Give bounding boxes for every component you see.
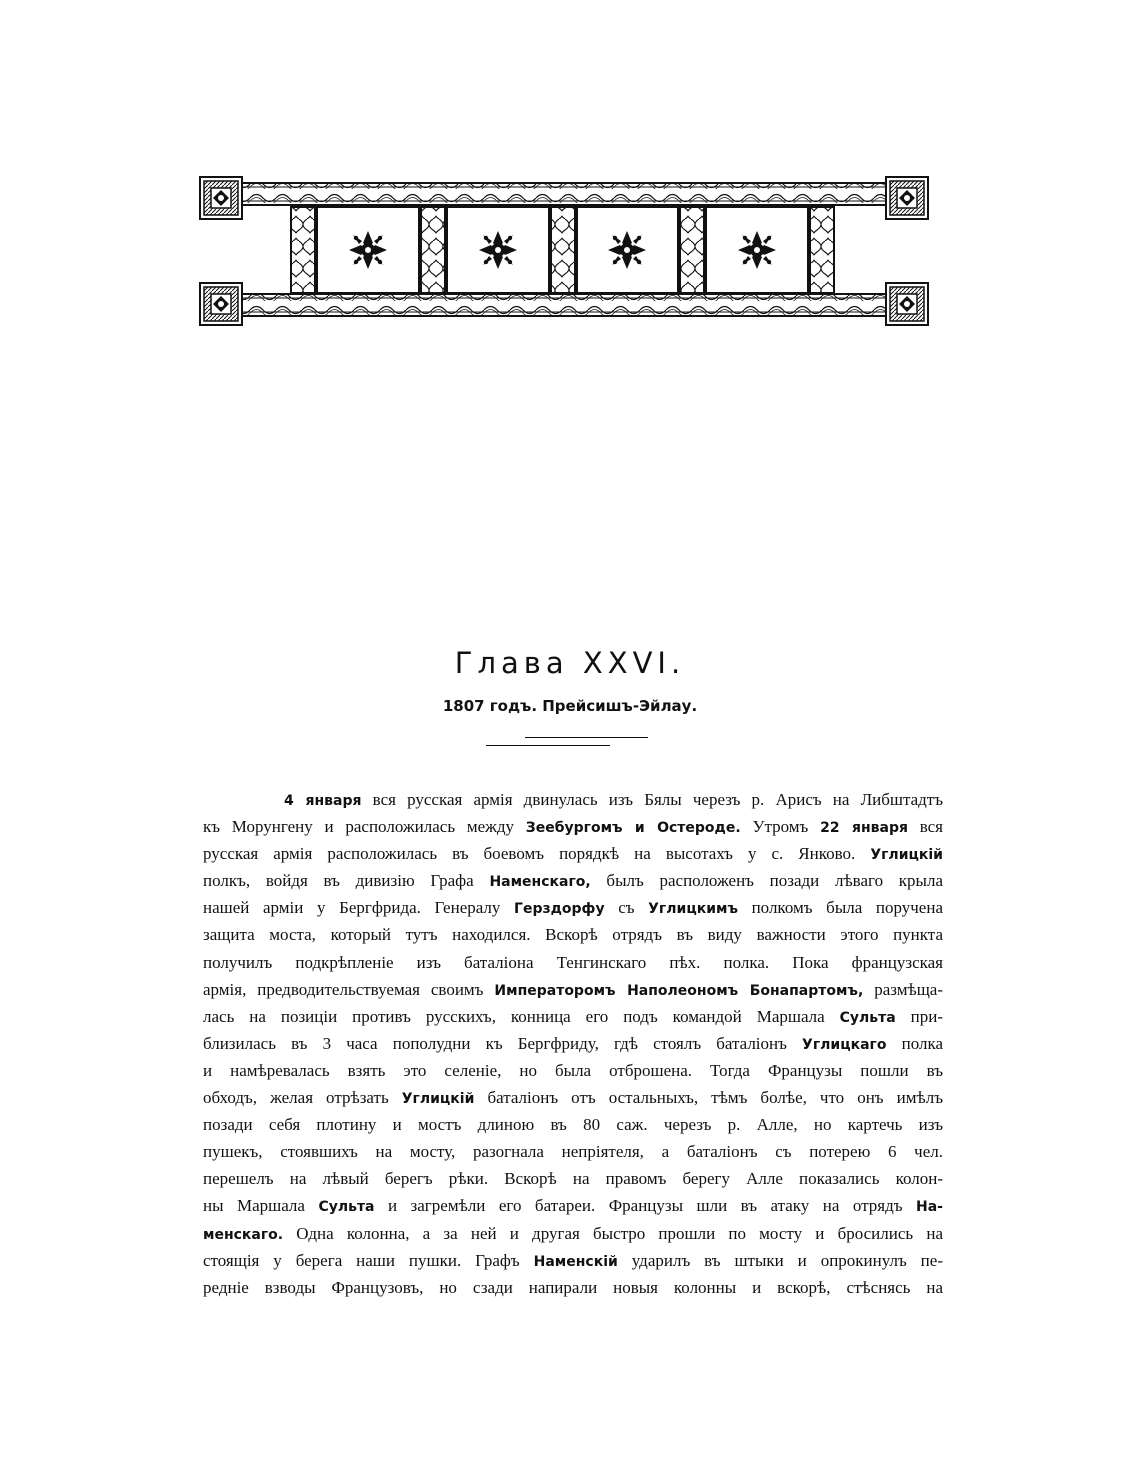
text-run: стоящія у берега наши пушки. Графъ	[203, 1250, 534, 1270]
text-run: ударилъ въ штыки и опрокинулъ пе-	[617, 1250, 943, 1270]
text-line	[203, 1111, 943, 1138]
text-line	[203, 1030, 943, 1057]
text-run: получилъ подкрѣпленіе изъ баталіона Тенгинскаго пѣх. полка. Пока французская	[203, 952, 943, 972]
text-line	[203, 1003, 943, 1030]
emphasized-text: Наменскаго,	[489, 874, 591, 891]
text-run: полкомъ была поручена	[737, 898, 943, 918]
text-run: съ	[604, 898, 649, 918]
text-line	[203, 786, 943, 813]
text-line	[203, 1084, 943, 1111]
text-line	[203, 1274, 943, 1301]
text-line	[203, 949, 943, 976]
text-run: размѣща-	[863, 979, 943, 999]
text-run: лась на позиціи противъ русскихъ, конница его подъ командой Маршала	[203, 1006, 840, 1026]
title-rule-upper	[525, 737, 648, 738]
text-line	[203, 976, 943, 1003]
text-run: и намѣревалась взять это селеніе, но была отброшена. Тогда Французы пошли въ	[203, 1060, 943, 1080]
text-run: вся русская армія двинулась изъ Бялы черезъ р. Арисъ на Либштадтъ	[361, 790, 943, 809]
text-line	[203, 1138, 943, 1165]
emphasized-text: Наменскій	[533, 1253, 618, 1270]
text-run: нашей арміи у Бергфрида. Генералу	[203, 898, 515, 918]
text-line	[203, 1192, 943, 1219]
text-run: близилась въ 3 часа пополудни къ Бергфриду, гдѣ стоялъ баталіонъ	[203, 1033, 803, 1053]
emphasized-text: Сульта	[318, 1199, 375, 1216]
text-run: Утромъ	[740, 817, 821, 837]
text-run: перешелъ на лѣвый берегъ рѣки. Вскорѣ на правомъ берегу Алле показались колон-	[203, 1169, 943, 1189]
emphasized-text: Углицкій	[870, 847, 943, 864]
text-line	[203, 867, 943, 894]
text-line	[203, 1220, 943, 1247]
text-line	[203, 894, 943, 921]
emphasized-text: Императоромъ Наполеономъ Бонапартомъ,	[494, 982, 864, 999]
emphasized-text: Углицкаго	[802, 1036, 887, 1053]
text-run: Одна колонна, а за ней и другая быстро прошли по мосту и бросились на	[283, 1223, 943, 1243]
emphasized-text: менскаго.	[203, 1226, 284, 1243]
text-run: при-	[895, 1006, 943, 1026]
text-run: ны Маршала	[203, 1196, 319, 1216]
text-run: баталіонъ отъ остальныхъ, тѣмъ болѣе, что онъ имѣлъ	[474, 1088, 943, 1108]
emphasized-text: Сульта	[839, 1009, 896, 1026]
body-paragraph	[203, 786, 943, 1301]
text-run: и загремѣли его батареи. Французы шли въ атаку на отрядъ	[374, 1196, 917, 1216]
text-run: полкъ, войдя въ дивизію Графа	[203, 871, 490, 891]
text-line	[203, 921, 943, 948]
text-run: былъ расположенъ позади лѣваго крыла	[590, 871, 943, 891]
text-line	[203, 1057, 943, 1084]
text-run: полка	[886, 1033, 943, 1053]
text-line	[203, 813, 943, 840]
text-line	[203, 1247, 943, 1274]
title-rule-lower	[486, 745, 610, 746]
text-run: обходъ, желая отрѣзать	[203, 1088, 402, 1108]
text-run: армія, предводительствуемая своимъ	[203, 979, 495, 999]
text-run: вся	[907, 817, 943, 837]
emphasized-text: Герздорфу	[514, 901, 605, 918]
text-run: позади себя плотину и мостъ длиною въ 80 саж. черезъ р. Алле, но картечь изъ	[203, 1115, 943, 1135]
text-run: пушекъ, стоявшихъ на мосту, разогнала непріятеля, а баталіонъ съ потерею 6 чел.	[203, 1142, 943, 1162]
emphasized-text: 4 января	[284, 793, 362, 809]
chapter-subtitle: 1807 годъ. Прейсишъ-Эйлау.	[442, 697, 698, 715]
text-run: къ Морунгену и расположилась между	[203, 817, 526, 837]
text-run: русская армія расположилась въ боевомъ порядкѣ на высотахъ у с. Янково.	[203, 844, 871, 864]
emphasized-text: Углицкій	[401, 1091, 475, 1108]
text-line	[203, 840, 943, 867]
emphasized-text: 22 января	[820, 820, 908, 837]
text-run: редніе взводы Французовъ, но сзади напирали новыя колонны и вскорѣ, стѣснясь на	[203, 1277, 943, 1297]
chapter-title: Глава XXVI.	[454, 646, 686, 680]
chapter-header-ornament	[198, 175, 930, 327]
emphasized-text: Углицкимъ	[648, 901, 738, 918]
text-line	[203, 1165, 943, 1192]
emphasized-text: На-	[916, 1199, 943, 1216]
emphasized-text: Зеебургомъ и Остероде.	[525, 820, 741, 837]
text-run: защита моста, который тутъ находился. Вскорѣ отрядъ въ виду важности этого пункта	[203, 925, 943, 945]
